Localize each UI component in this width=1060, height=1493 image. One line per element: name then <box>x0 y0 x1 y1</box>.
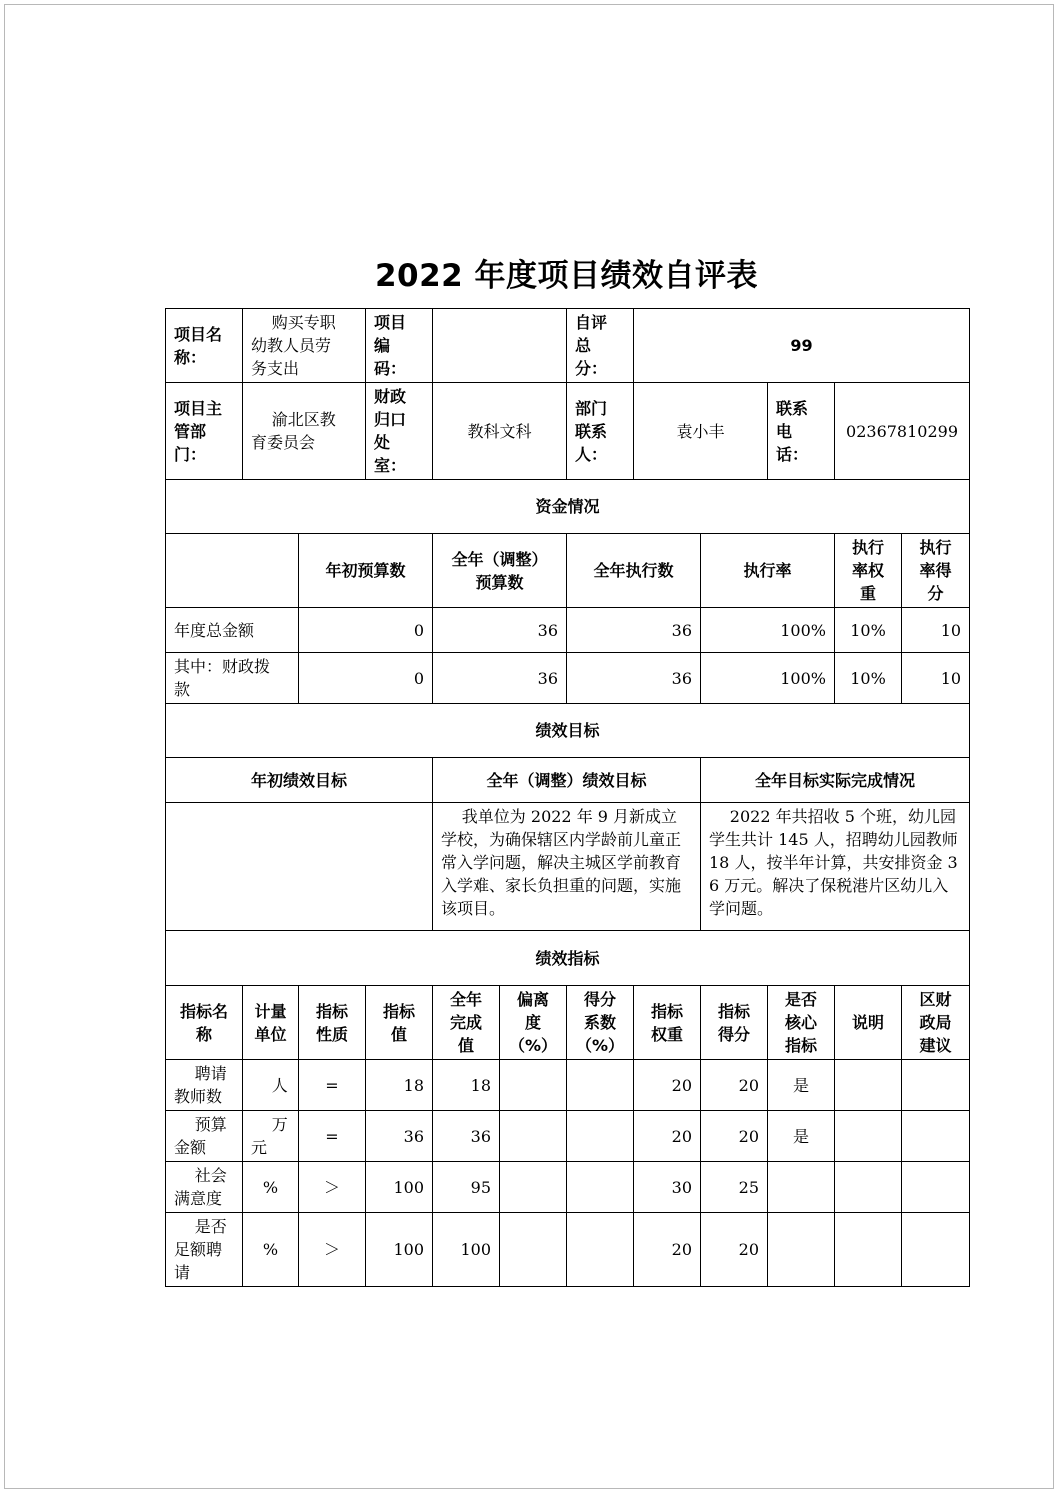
funds-row-label: 年度总金额 <box>166 608 299 653</box>
ind-note <box>835 1111 902 1162</box>
dept-value: 渝北区教 育委员会 <box>243 383 366 480</box>
ind-header-weight: 指标 权重 <box>634 986 701 1060</box>
ind-advice <box>902 1213 970 1287</box>
funds-initial-budget: 0 <box>299 653 433 704</box>
funds-header-blank <box>166 534 299 608</box>
indicators-section-title: 绩效指标 <box>166 931 970 986</box>
goals-header-initial: 年初绩效目标 <box>166 758 433 803</box>
ind-note <box>835 1213 902 1287</box>
goals-actual-text: 2022 年共招收 5 个班，幼儿园学生共计 145 人，招聘幼儿园教师 18 人，按半年计算，共安排资金 36 万元。解决了保税港片区幼儿入学问题。 <box>701 803 970 931</box>
ind-weight: 30 <box>634 1162 701 1213</box>
ind-name: 是否 足额聘 请 <box>166 1213 243 1287</box>
self-score-value: 99 <box>634 309 970 383</box>
ind-header-note: 说明 <box>835 986 902 1060</box>
ind-unit: % <box>243 1162 299 1213</box>
ind-target: 36 <box>366 1111 433 1162</box>
ind-coefficient <box>567 1111 634 1162</box>
ind-score: 20 <box>701 1213 768 1287</box>
goals-section-title: 绩效目标 <box>166 704 970 758</box>
ind-advice <box>902 1060 970 1111</box>
self-score-label: 自评 总 分： <box>567 309 634 383</box>
ind-deviation <box>500 1162 567 1213</box>
funds-adjusted-budget: 36 <box>433 653 567 704</box>
ind-weight: 20 <box>634 1111 701 1162</box>
ind-core <box>768 1162 835 1213</box>
ind-weight: 20 <box>634 1213 701 1287</box>
finance-office-value: 教科文科 <box>433 383 567 480</box>
funds-header-initial-budget: 年初预算数 <box>299 534 433 608</box>
ind-completed: 100 <box>433 1213 500 1287</box>
ind-core: 是 <box>768 1060 835 1111</box>
project-code-value <box>433 309 567 383</box>
ind-header-coefficient: 得分 系数 （%） <box>567 986 634 1060</box>
funds-header-exec-rate: 执行率 <box>701 534 835 608</box>
ind-unit: 万 元 <box>243 1111 299 1162</box>
funds-exec-rate: 100% <box>701 653 835 704</box>
contact-label: 部门 联系 人： <box>567 383 634 480</box>
ind-completed: 95 <box>433 1162 500 1213</box>
goals-header-actual: 全年目标实际完成情况 <box>701 758 970 803</box>
project-name-value: 购买专职 幼教人员劳 务支出 <box>243 309 366 383</box>
ind-name: 预算 金额 <box>166 1111 243 1162</box>
ind-advice <box>902 1162 970 1213</box>
ind-advice <box>902 1111 970 1162</box>
ind-name: 社会 满意度 <box>166 1162 243 1213</box>
ind-header-completed: 全年 完成 值 <box>433 986 500 1060</box>
ind-unit: 人 <box>243 1060 299 1111</box>
project-code-label: 项目 编 码： <box>366 309 433 383</box>
ind-target: 18 <box>366 1060 433 1111</box>
ind-coefficient <box>567 1162 634 1213</box>
ind-nature: = <box>299 1060 366 1111</box>
funds-rate-score: 10 <box>902 608 970 653</box>
ind-coefficient <box>567 1060 634 1111</box>
ind-coefficient <box>567 1213 634 1287</box>
ind-header-deviation: 偏离 度 （%） <box>500 986 567 1060</box>
ind-unit: % <box>243 1213 299 1287</box>
goals-initial-text <box>166 803 433 931</box>
ind-score: 20 <box>701 1111 768 1162</box>
page-title: 2022 年度项目绩效自评表 <box>374 258 759 294</box>
ind-header-name: 指标名 称 <box>166 986 243 1060</box>
dept-label: 项目主 管部 门： <box>166 383 243 480</box>
finance-office-label: 财政 归口 处 室： <box>366 383 433 480</box>
ind-target: 100 <box>366 1213 433 1287</box>
project-name-label: 项目名 称： <box>166 309 243 383</box>
phone-label: 联系 电 话： <box>768 383 835 480</box>
funds-executed: 36 <box>567 608 701 653</box>
performance-table <box>165 308 970 1287</box>
goals-header-adjusted: 全年（调整）绩效目标 <box>433 758 701 803</box>
goals-adjusted-text: 我单位为 2022 年 9 月新成立学校，为确保辖区内学龄前儿童正常入学问题，解决主城区学前教育入学难、家长负担重的问题，实施该项目。 <box>433 803 701 931</box>
funds-exec-rate: 100% <box>701 608 835 653</box>
ind-completed: 18 <box>433 1060 500 1111</box>
contact-value: 袁小丰 <box>634 383 768 480</box>
ind-note <box>835 1162 902 1213</box>
funds-header-executed: 全年执行数 <box>567 534 701 608</box>
funds-initial-budget: 0 <box>299 608 433 653</box>
funds-rate-score: 10 <box>902 653 970 704</box>
ind-score: 20 <box>701 1060 768 1111</box>
ind-completed: 36 <box>433 1111 500 1162</box>
ind-score: 25 <box>701 1162 768 1213</box>
funds-adjusted-budget: 36 <box>433 608 567 653</box>
funds-row-label: 其中：财政拨 款 <box>166 653 299 704</box>
funds-header-rate-weight: 执行 率权 重 <box>835 534 902 608</box>
ind-header-core: 是否 核心 指标 <box>768 986 835 1060</box>
ind-note <box>835 1060 902 1111</box>
ind-weight: 20 <box>634 1060 701 1111</box>
ind-deviation <box>500 1060 567 1111</box>
ind-name: 聘请 教师数 <box>166 1060 243 1111</box>
funds-executed: 36 <box>567 653 701 704</box>
ind-core: 是 <box>768 1111 835 1162</box>
ind-header-nature: 指标 性质 <box>299 986 366 1060</box>
ind-nature: ＞ <box>299 1162 366 1213</box>
funds-header-rate-score: 执行 率得 分 <box>902 534 970 608</box>
ind-header-advice: 区财 政局 建议 <box>902 986 970 1060</box>
funds-rate-weight: 10% <box>835 653 902 704</box>
ind-core <box>768 1213 835 1287</box>
ind-nature: = <box>299 1111 366 1162</box>
ind-deviation <box>500 1213 567 1287</box>
funds-rate-weight: 10% <box>835 608 902 653</box>
ind-deviation <box>500 1111 567 1162</box>
funds-header-adjusted-budget: 全年（调整） 预算数 <box>433 534 567 608</box>
ind-header-score: 指标 得分 <box>701 986 768 1060</box>
ind-header-unit: 计量 单位 <box>243 986 299 1060</box>
ind-header-target: 指标 值 <box>366 986 433 1060</box>
phone-value: 02367810299 <box>835 383 970 480</box>
ind-target: 100 <box>366 1162 433 1213</box>
ind-nature: ＞ <box>299 1213 366 1287</box>
funds-section-title: 资金情况 <box>166 480 970 534</box>
